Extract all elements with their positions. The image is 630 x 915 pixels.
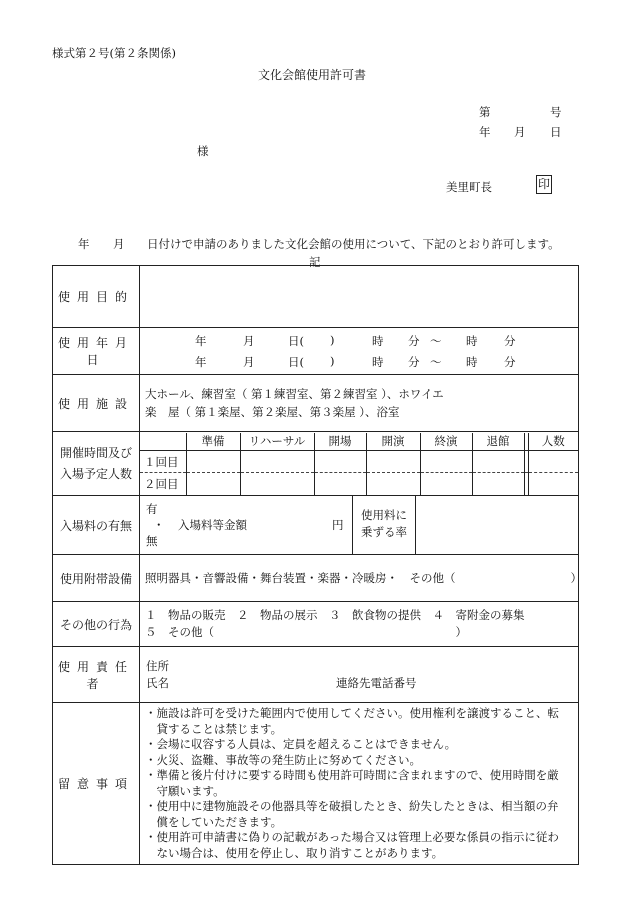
schedule-row-1: １回目 bbox=[140, 451, 578, 473]
note-line: ・使用許可申請書に偽りの記載があった場合又は管理上必要な係員の指示に従わ bbox=[145, 830, 559, 844]
note-line: 貸することは禁じます。 bbox=[145, 721, 283, 736]
date-year-label: 年 bbox=[479, 125, 491, 139]
note-line: ・準備と後片付けに要する時間も使用許可時間に含まれますので、使用時間を厳 bbox=[145, 768, 559, 782]
schedule-row-2: ２回目 bbox=[140, 473, 578, 495]
ki-label: 記 bbox=[309, 255, 321, 269]
addressee-suffix: 様 bbox=[197, 144, 209, 158]
schedule-table: 準備 リハーサル 開場 開演 終演 退館 人数 １回目 ２回目 bbox=[140, 433, 578, 495]
fee-dot: ・ bbox=[153, 518, 165, 532]
note-line: ・会場に収容する人員は、定員を超えることはできません。 bbox=[145, 737, 457, 751]
note-line: 償をしていただきます。 bbox=[145, 814, 283, 829]
note-line: ・使用中に建物施設その他器具等を破損したとき、紛失したときは、相当額の弁 bbox=[145, 799, 559, 813]
other-row bbox=[53, 602, 579, 647]
facility-line-2: 楽 屋（ 第１楽屋、第２楽屋、第３楽屋 ）、浴室 bbox=[145, 405, 400, 419]
other-line-1[interactable]: １ 物品の販売 ２ 物品の展示 ３ 飲食物の提供 ４ 寄附金の募集 bbox=[145, 608, 525, 622]
responsible-label: 使用責任者 bbox=[57, 659, 134, 691]
fee-yen: 円 bbox=[332, 518, 344, 532]
date-label: 使用年月日 bbox=[57, 336, 134, 367]
intro-year: 年 bbox=[78, 237, 90, 251]
fee-no[interactable]: 無 bbox=[146, 534, 158, 548]
date-field[interactable]: 年 月 日( ) 時 分 ～ 時 分 年 月 日( ) 時 分 ～ 時 分 bbox=[140, 328, 579, 375]
date-row bbox=[53, 328, 579, 375]
purpose-label: 使用目的 bbox=[57, 290, 134, 304]
facility-field[interactable] bbox=[140, 375, 579, 432]
schedule-row bbox=[53, 432, 579, 496]
other-label: その他の行為 bbox=[53, 602, 140, 647]
fee-rate-line-1: 使用料に bbox=[361, 508, 407, 522]
responsible-row bbox=[53, 647, 579, 703]
date-day-label: 日 bbox=[550, 125, 562, 139]
notes-list bbox=[145, 706, 578, 861]
facility-label: 使用施設 bbox=[57, 396, 134, 411]
purpose-row bbox=[53, 266, 579, 328]
number-label: 第 bbox=[479, 105, 491, 119]
notes-label: 留意事項 bbox=[57, 777, 134, 791]
purpose-field[interactable] bbox=[140, 266, 579, 328]
phone-label: 連絡先電話番号 bbox=[336, 676, 417, 690]
note-line: 守願います。 bbox=[145, 783, 225, 798]
issuer-name: 美里町長 bbox=[446, 180, 492, 194]
fee-row bbox=[53, 496, 579, 555]
name-label: 氏名 bbox=[146, 676, 169, 690]
equipment-row bbox=[53, 555, 579, 602]
document-title: 文化会館使用許可書 bbox=[258, 68, 367, 82]
form-number: 様式第２号(第２条関係) bbox=[52, 46, 176, 60]
other-line-2[interactable]: ５ その他（ ） bbox=[145, 625, 467, 639]
schedule-label-2: 入場予定人数 bbox=[59, 466, 132, 481]
intro-month: 月 bbox=[113, 237, 125, 251]
fee-yes[interactable]: 有 bbox=[146, 502, 158, 516]
date-month-label: 月 bbox=[514, 125, 526, 139]
note-line: ・火災、盗難、事故等の発生防止に努めてください。 bbox=[145, 752, 421, 767]
seal-stamp: 印 bbox=[536, 175, 552, 194]
fee-amount-label: 入場料等金額 bbox=[178, 518, 247, 532]
permit-table bbox=[52, 265, 582, 865]
notes-row bbox=[53, 703, 579, 865]
note-line: ・施設は許可を受けた範囲内で使用してください。使用権利を譲渡すること、転 bbox=[145, 706, 559, 720]
intro-text: 日付けで申請のありました文化会館の使用について、下記のとおり許可します。 bbox=[147, 237, 560, 251]
fee-rate-line-2: 乗ずる率 bbox=[361, 525, 407, 539]
number-suffix: 号 bbox=[550, 105, 562, 119]
equipment-field[interactable]: 照明器具・音響設備・舞台装置・楽器・冷暖房・ その他（ ） bbox=[140, 555, 579, 602]
address-label: 住所 bbox=[146, 659, 169, 673]
schedule-label-1: 開催時間及び bbox=[59, 445, 132, 460]
note-line: ない場合は、使用を停止し、取り消すことがあります。 bbox=[145, 845, 444, 860]
facility-row bbox=[53, 375, 579, 432]
fee-label: 入場料の有無 bbox=[53, 496, 140, 555]
equipment-label: 使用附帯設備 bbox=[53, 555, 140, 602]
facility-line-1: 大ホール、練習室（ 第１練習室、第２練習室 ）、ホワイエ bbox=[145, 387, 444, 401]
